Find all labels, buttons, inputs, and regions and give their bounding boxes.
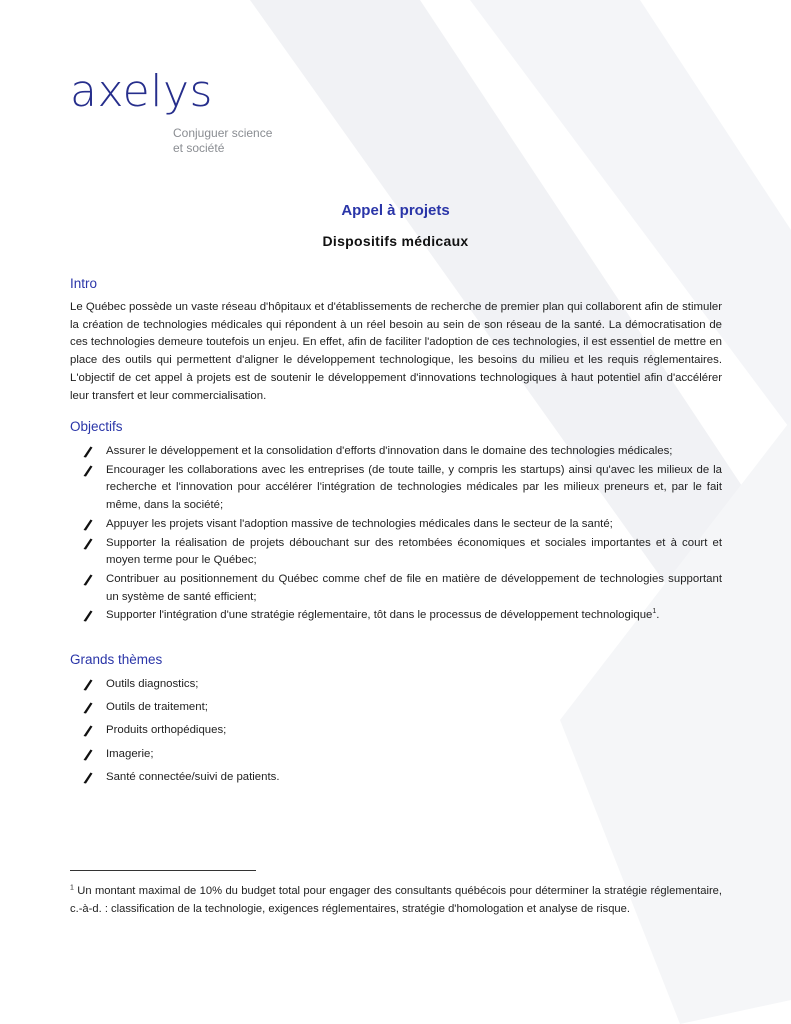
slash-bullet-icon — [83, 749, 93, 761]
themes-list — [70, 676, 722, 787]
objective-item: Contribuer au positionnement du Québec comme chef de file en matière de développement de technologies supportant un système de santé efficient; — [70, 571, 722, 606]
tagline-line-1: Conjuguer science — [173, 126, 273, 140]
theme-item: Produits orthopédiques; — [70, 722, 722, 740]
intro-heading: Intro — [70, 276, 98, 291]
document-subtitle: Dispositifs médicaux — [322, 233, 469, 249]
objective-item: Encourager les collaborations avec les entreprises (de toute taille, y compris les startups) ainsi qu'avec les milieux de la recherche et l'innovation pour accélérer l'intégration de technologies médicales par les milieux preneurs et, par le fait même, dans la société; — [70, 462, 722, 515]
theme-item: Santé connectée/suivi de patients. — [70, 769, 722, 787]
footnote-divider — [70, 870, 256, 871]
tagline-line-2: et société — [173, 141, 225, 155]
brand-tagline — [173, 126, 303, 156]
theme-item: Outils de traitement; — [70, 699, 722, 717]
slash-bullet-icon — [83, 446, 93, 458]
footnote — [70, 883, 722, 918]
footnote-number: 1 — [70, 884, 74, 892]
slash-bullet-icon — [83, 519, 93, 531]
theme-item: Outils diagnostics; — [70, 676, 722, 694]
objectives-heading: Objectifs — [70, 419, 123, 434]
slash-bullet-icon — [83, 574, 93, 586]
footnote-reference[interactable]: 1 — [652, 608, 657, 616]
slash-bullet-icon — [83, 679, 93, 691]
themes-heading: Grands thèmes — [70, 652, 163, 667]
footnote-text: Un montant maximal de 10% du budget total pour engager des consultants québécois pour déterminer la stratégie réglementaire, c.-à-d. : classification de la technologie, exigences réglementaires, stratégie d'homologation et analyse de risque. — [70, 885, 722, 915]
slash-bullet-icon — [83, 772, 93, 784]
objective-item: Supporter l'intégration d'une stratégie réglementaire, tôt dans le processus de développement technologique$^1$. — [70, 607, 722, 625]
brand-name: axelys — [70, 66, 213, 117]
slash-bullet-icon — [83, 725, 93, 737]
objective-item: Appuyer les projets visant l'adoption massive de technologies médicales dans le secteur de la santé; — [70, 516, 722, 534]
objective-item: Assurer le développement et la consolidation d'efforts d'innovation dans le domaine des technologies médicales; — [70, 443, 722, 461]
theme-item: Imagerie; — [70, 746, 722, 764]
objective-item: Supporter la réalisation de projets débouchant sur des retombées économiques et sociales importantes et à court et moyen terme pour le Québec; — [70, 535, 722, 570]
slash-bullet-icon — [83, 538, 93, 550]
intro-paragraph: Le Québec possède un vaste réseau d'hôpitaux et d'établissements de recherche de premier plan qui collaborent afin de stimuler la création de technologies médicales qui répondent à un réel besoin au sein de son réseau de la santé. La démocratisation de ces technologies demeure toutefois un enjeu. En effet, afin de faciliter l'adoption de ces technologies, il est essentiel de mettre en place des outils qui permettent d'aligner le développement technologique, les besoins du milieu et les requis réglementaires. L'objectif de cet appel à projets est de soutenir le développement d'innovations technologiques à haut potentiel afin d'accélérer leur transfert et leur commercialisation. — [70, 301, 722, 402]
brand-logo — [70, 68, 213, 116]
slash-bullet-icon — [83, 702, 93, 714]
document-title: Appel à projets — [341, 202, 450, 219]
slash-bullet-icon — [83, 465, 93, 477]
slash-bullet-icon — [83, 610, 93, 622]
objectives-list — [70, 443, 722, 625]
